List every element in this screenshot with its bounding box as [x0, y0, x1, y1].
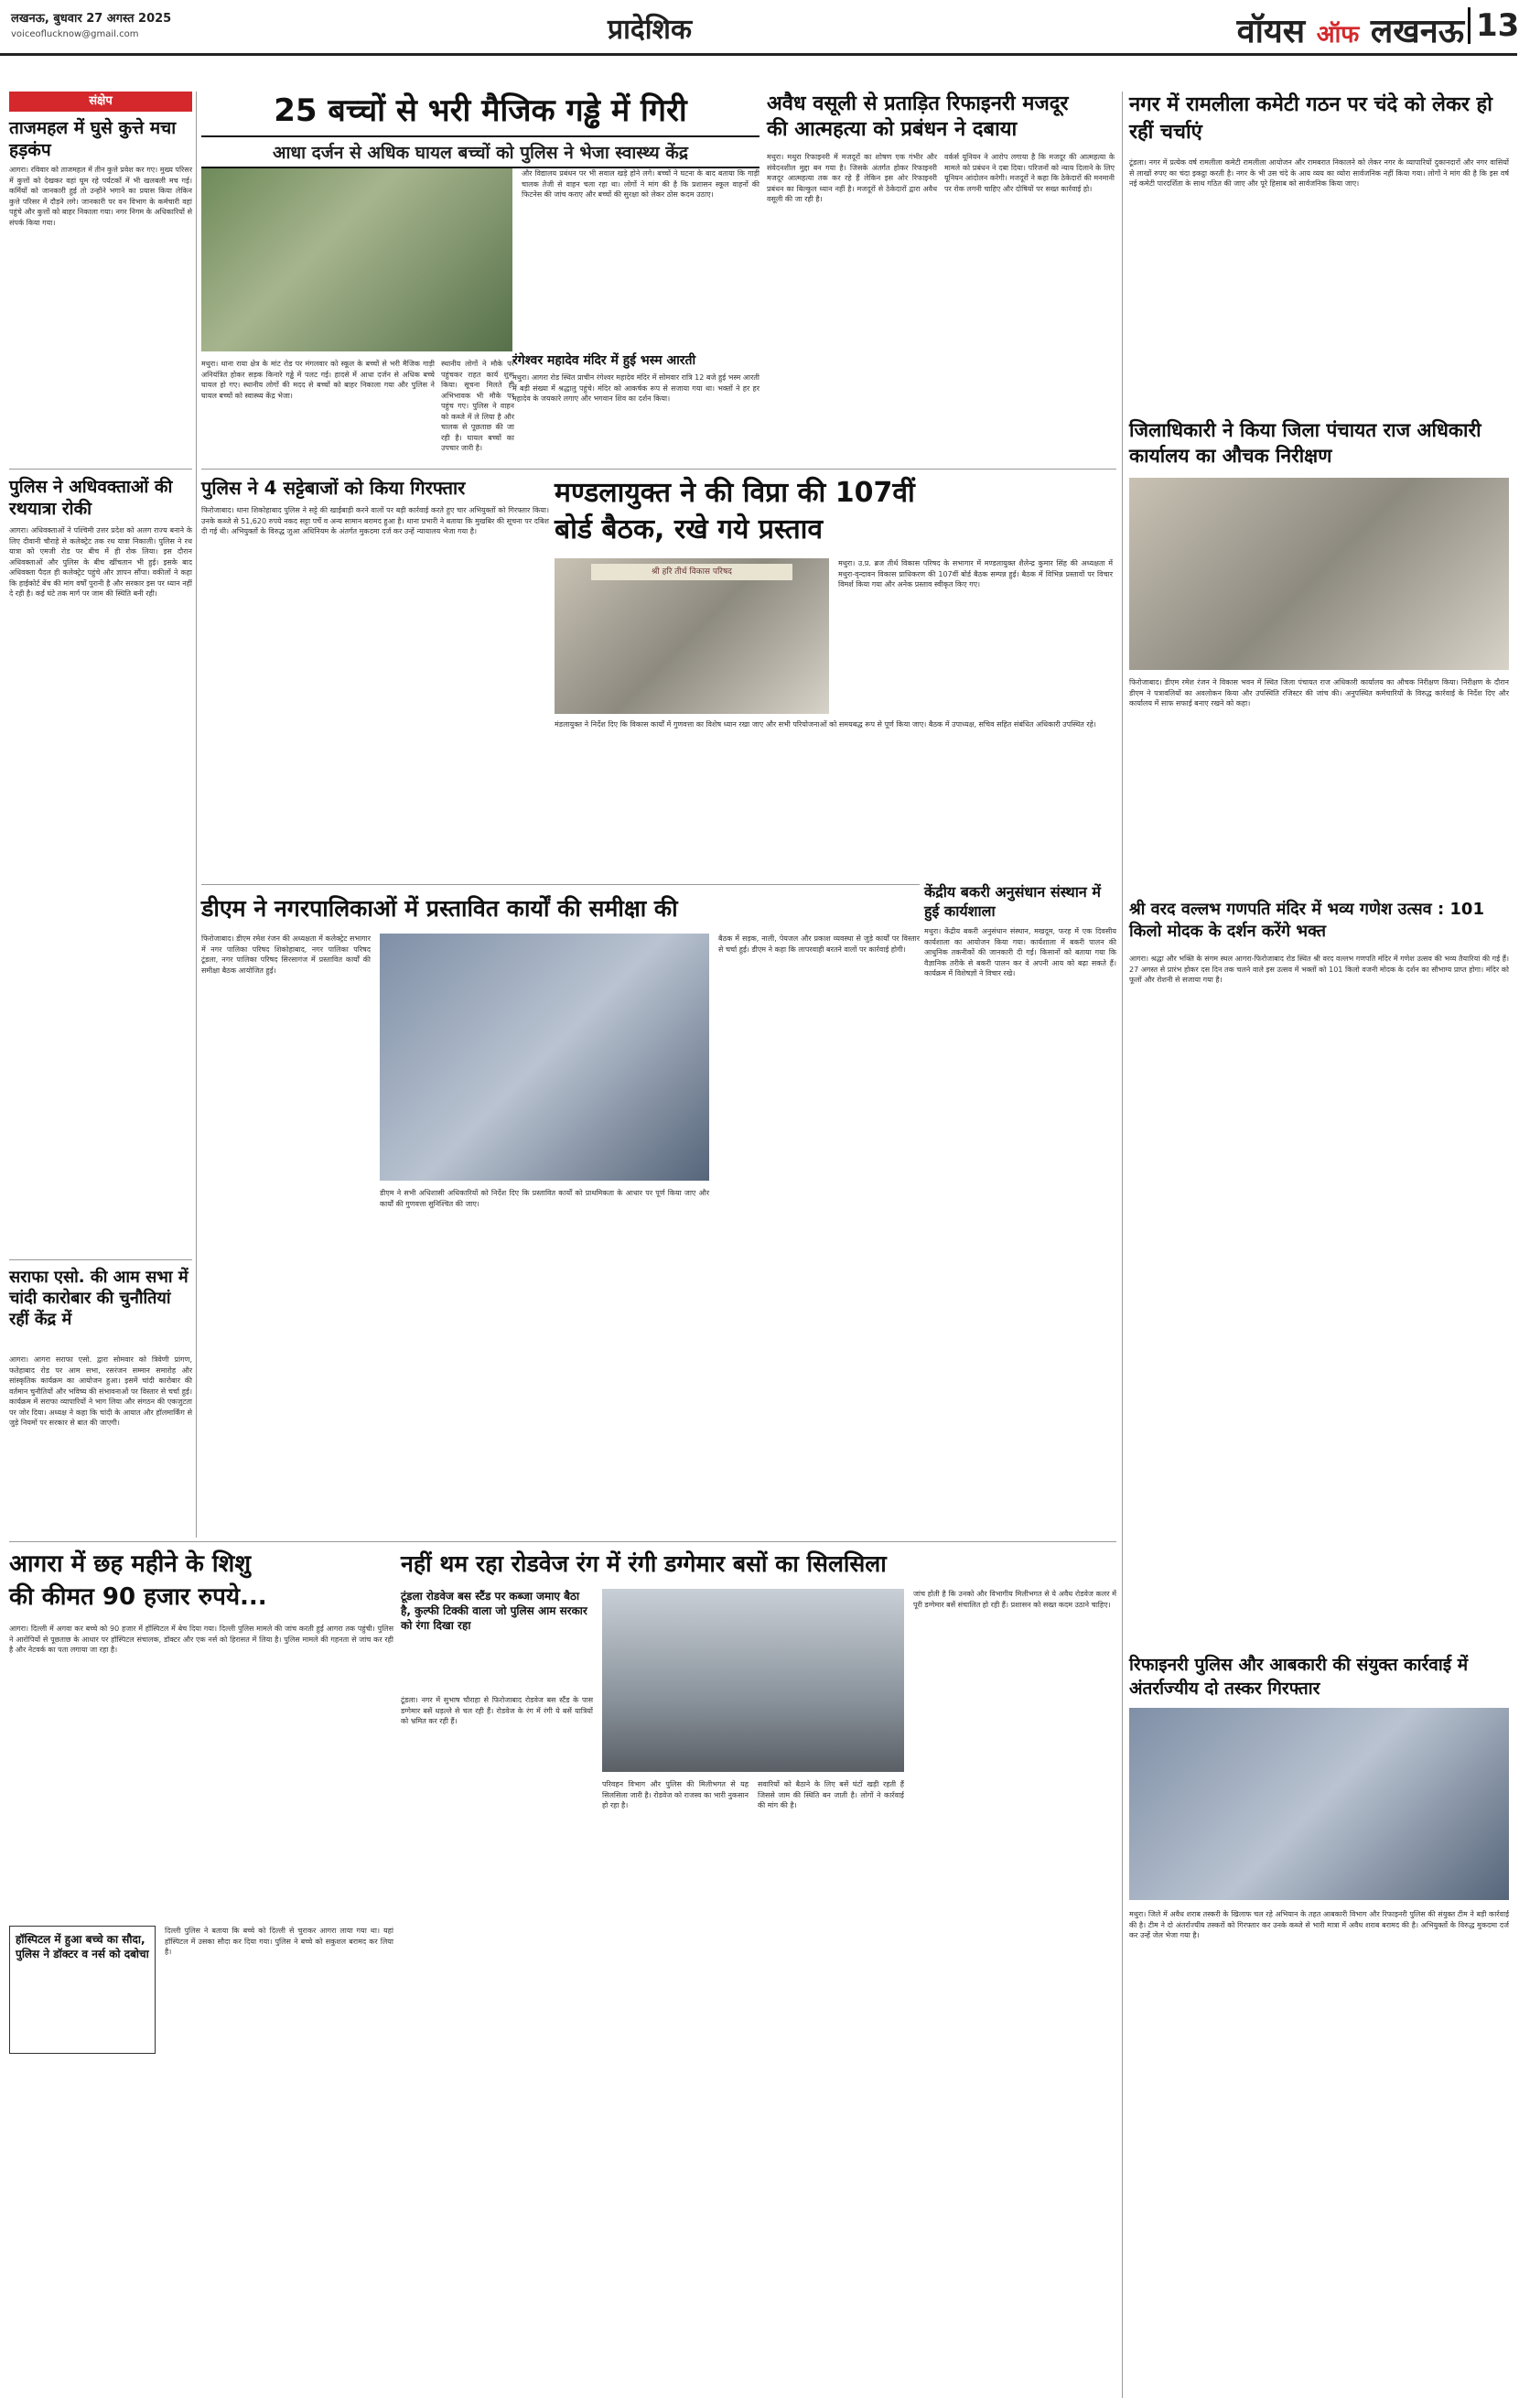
brief-title-sarafa: सराफा एसो. की आम सभा में चांदी कारोबार की चुनौतियां रहीं केंद्र में: [9, 1268, 189, 1329]
roadways-callout: टूंडला रोडवेज बस स्टैंड पर कब्जा जमाए बैठा है, कुल्फी टिक्की वाला जो पुलिस आम सरकार को रंगा दिखा रहा: [401, 1590, 587, 1632]
review-photo: [380, 934, 709, 1181]
story-body: फिरोजाबाद। डीएम रमेश रंजन ने विकास भवन में स्थित जिला पंचायत राज अधिकारी कार्यालय का औचक निरीक्षण किया। निरीक्षण के दौरान डीएम ने पत्रावलियों का अवलोकन किया और उपस्थिति रजिस्टर की जांच की। अनुपस्थित कर्मचारियों के विरुद्ध कार्रवाई के निर्देश दिए और कार्यालय में साफ सफाई बनाए रखने को कहा।: [1129, 678, 1509, 707]
date-line: लखनऊ, बुधवार 27 अगस्त 2025: [11, 12, 172, 26]
headline: डीएम ने नगरपालिकाओं में प्रस्तावित कार्यों की समीक्षा की: [201, 895, 678, 922]
photo-banner: श्री हरि तीर्थ विकास परिषद: [591, 564, 792, 580]
headline-line-2: बोर्ड बैठक, रखे गये प्रस्ताव: [555, 513, 824, 545]
story-bakri: [924, 882, 1116, 1285]
section-rule: [9, 1541, 1116, 1542]
paper-name-mid: ऑफ: [1316, 21, 1360, 49]
story-body-1: फिरोजाबाद। डीएम रमेश रंजन की अध्यक्षता में कलेक्ट्रेट सभागार में नगर पालिका परिषद शिकोहाबाद, नगर पालिका परिषद टूंडला, नगर पालिका परिषद सिरसागंज में प्रस्तावित कार्यों की समीक्षा बैठक आयोजित हुई।: [201, 934, 371, 975]
headline: केंद्रीय बकरी अनुसंधान संस्थान में हुई कार्यशाला: [924, 883, 1101, 920]
headline: नगर में रामलीला कमेटी गठन पर चंदे को लेकर हो रहीं चर्चाएं: [1129, 93, 1492, 144]
story-body: आगरा। दिल्ली में अगवा कर बच्चे को 90 हजार में हॉस्पिटल में बेच दिया गया। दिल्ली पुलिस मामले की जांच करती हुई आगरा तक पहुंची। पुलिस ने आरोपियों से पूछताछ के आधार पर हॉस्पिटल संचालक, डॉक्टर और एक नर्स को हिरासत में लिया है। पुलिस मामले की गहनता से जांच कर रही है और नेटवर्क का पता लगाया जा रहा है।: [9, 1625, 393, 1654]
arrest-photo: [1129, 1708, 1509, 1900]
shishu-callout: [9, 1926, 156, 2054]
brief-divider: [9, 469, 192, 470]
story-body-1: टूंडला। नगर में सुभाष चौराहा से फिरोजाबाद रोडवेज बस स्टैंड के पास डग्गेमार बसें धड़ल्ले से चल रही हैं। रोडवेज के रंग में रंगी ये बसें यात्रियों को भ्रमित कर रही हैं।: [401, 1696, 593, 1725]
headline-line-2: की आत्महत्या को प्रबंधन ने दबाया: [767, 118, 1018, 141]
story-mandalayukt: [555, 476, 1116, 879]
story-refinery-police: [1129, 1653, 1509, 2394]
brief-title-taj: ताजमहल में घुसे कुत्ते मचा हड़कंप: [9, 118, 177, 160]
paper-name-left: वॉयस: [1236, 13, 1306, 50]
meeting-photo: [555, 558, 829, 714]
story-body-3: सवारियों को बैठाने के लिए बसें घंटों खड़ी रहती हैं जिससे जाम की स्थिति बन जाती है। लोगों ने कार्रवाई की मांग की है।: [758, 1780, 904, 1809]
inspection-photo: [1129, 478, 1509, 670]
story-body-right: और विद्यालय प्रबंधन पर भी सवाल खड़े होने लगे। बच्चों ने घटना के बाद बताया कि गाड़ी चालक तेजी से वाहन चला रहा था। लोगों ने मांग की है कि प्रशासन स्कूल वाहनों की फिटनेस की जांच कराए और बच्चों की सुरक्षा को लेकर ठोस कदम उठाए।: [522, 169, 760, 199]
headline-line-1: अवैध वसूली से प्रताड़ित रिफाइनरी मजदूर: [767, 92, 1069, 115]
accident-photo: [201, 168, 512, 351]
story-body-1: मथुरा। मथुरा रिफाइनरी में मजदूरों का शोषण एक गंभीर और संवेदनशील मुद्दा बन गया है। जिसके अंतर्गत होकर रिफाइनरी मजदूर आत्महत्या तक कर रहे हैं लेकिन इस ओर रिफाइनरी प्रबंधन का बिल्कुल ध्यान नहीं है। मजदूरों से ठेकेदारों द्वारा अवैध वसूली की जा रही है।: [767, 153, 937, 203]
section-rule: [201, 469, 1116, 470]
subhead: आधा दर्जन से अधिक घायल बच्चों को पुलिस ने भेजा स्वास्थ्य केंद्र: [201, 135, 760, 168]
story-shishu: [9, 1549, 393, 2395]
headline-line-1: मण्डलायुक्त ने की विप्रा की 107वीं: [555, 477, 915, 509]
story-body-2: वर्कर्स यूनियन ने आरोप लगाया है कि मजदूर की आत्महत्या के मामले को प्रबंधन ने दबा दिया। परिजनों को न्याय दिलाने के लिए यूनियन आंदोलन करेगी। मजदूरों ने कहा कि ठेकेदारों की मनमानी पर रोक लगनी चाहिए और दोषियों पर सख्त कार्रवाई हो।: [944, 153, 1115, 193]
story-ramlila: [1129, 92, 1509, 403]
brief-body-sarafa: आगरा। आगरा सराफा एसो. द्वारा सोमवार को त्रिवेणी प्रांगण, फतेहाबाद रोड पर आम सभा, रसरंजन सम्मान समारोह और सांस्कृतिक कार्यक्रम का आयोजन हुआ। इसमें चांदी कारोबार की वर्तमान चुनौतियों और भविष्य की संभावनाओं पर विस्तार से चर्चा हुई। कार्यक्रम में सराफा व्यापारियों ने भाग लिया और संगठन की एकजुटता पर जोर दिया। अध्यक्ष ने कहा कि चांदी के आयात और हॉलमार्किंग से जुड़े नियमों पर सरकार से बात की जाएगी।: [9, 1355, 192, 1427]
story-body: मथुरा। जिले में अवैध शराब तस्करी के खिलाफ चल रहे अभियान के तहत आबकारी विभाग और रिफाइनरी पुलिस की संयुक्त टीम ने बड़ी कार्रवाई की है। टीम ने दो अंतर्राज्यीय तस्करों को गिरफ्तार कर उनके कब्जे से भारी मात्रा में अवैध शराब बरामद की है। अभियुक्तों के विरुद्ध मुकदमा दर्ज कर उन्हें जेल भेजा गया है।: [1129, 1910, 1509, 1939]
headline: नहीं थम रहा रोडवेज रंग में रंगी डग्गेमार बसों का सिलसिला: [401, 1550, 887, 1577]
headline-line-2: की कीमत 90 हजार रुपये...: [9, 1583, 267, 1611]
sankshep-tag: संक्षेप: [9, 92, 192, 112]
headline: जिलाधिकारी ने किया जिला पंचायत राज अधिकारी कार्यालय का औचक निरीक्षण: [1129, 419, 1481, 467]
masthead-rule: [0, 53, 1517, 56]
story-body: मथुरा। केंद्रीय बकरी अनुसंधान संस्थान, मखदूम, फरह में एक दिवसीय कार्यशाला का आयोजन किया गया। कार्यशाला में बकरी पालन की आधुनिक तकनीकों की जानकारी दी गई। किसानों को बताया गया कि वैज्ञानिक तरीके से बकरी पालन कर वे अपनी आय को बढ़ा सकते हैं। कार्यक्रम में विशेषज्ञों ने विचार रखे।: [924, 927, 1116, 977]
section-label: प्रादेशिक: [608, 14, 692, 46]
brief-body-taj: आगरा। रविवार को ताजमहल में तीन कुत्ते प्रवेश कर गए। मुख्य परिसर में कुत्तों को देखकर वहां घूम रहे पर्यटकों में भी खलबली मच गई। कर्मियों को जानकारी हुई तो उन्होंने भगाने का प्रयास किया लेकिन कुत्ते परिसर में दौड़ने लगे। जानकारी पर वन विभाग के कर्मचारी वहां पहुंचे और कुत्तों को बाहर निकाला गया। नगर निगम के अधिकारियों से संपर्क किया गया।: [9, 166, 192, 227]
story-roadways: [401, 1549, 1116, 2395]
headline-line-1: आगरा में छह महीने के शिशु: [9, 1550, 251, 1578]
story-varad-vallabh: [1129, 899, 1509, 1283]
story-body-2: परिवहन विभाग और पुलिस की मिलीभगत से यह सिलसिला जारी है। रोडवेज को राजस्व का भारी नुकसान हो रहा है।: [602, 1780, 749, 1809]
story-body: आगरा। श्रद्धा और भक्ति के संगम स्थल आगरा-फिरोजाबाद रोड स्थित श्री वरद वल्लभ गणपति मंदिर में गणेश उत्सव की भव्य तैयारियां की गई हैं। 27 अगस्त से प्रारंभ होकर दस दिन तक चलने वाले इस उत्सव में भक्तों को 101 किलो वजनी मोदक के दर्शन का सौभाग्य प्राप्त होगा। मंदिर को फूलों और रोशनी से सजाया गया है।: [1129, 955, 1509, 984]
left-column: [9, 92, 192, 1538]
masthead: [0, 0, 1517, 57]
story-body: मथुरा। आगरा रोड स्थित प्राचीन रंगेश्वर महादेव मंदिर में सोमवार रात्रि 12 बजे हुई भस्म आरती में बड़ी संख्या में श्रद्धालु पहुंचे। मंदिर को आकर्षक रूप से सजाया गया था। भक्तों ने हर हर महादेव के जयकारे लगाए और भगवान शिव का दर्शन किया।: [512, 373, 760, 403]
brief-body-rathyatra: आगरा। अधिवक्ताओं ने पश्चिमी उत्तर प्रदेश को अलग राज्य बनाने के लिए दीवानी चौराहे से कलेक्ट्रेट तक रथ यात्रा निकाली। पुलिस ने रथ यात्रा को एमजी रोड पर बीच में ही रोक लिया। इस दौरान अधिवक्ताओं और पुलिस के बीच खींचतान भी हुई। इसके बाद अधिवक्ता पैदल ही कलेक्ट्रेट पहुंचे और ज्ञापन सौंपा। वकीलों ने कहा कि हाईकोर्ट बेंच की मांग वर्षों पुरानी है और सरकार इस पर ध्यान नहीं दे रही है। कई घंटे तक मार्ग पर जाम की स्थिति बनी रही।: [9, 526, 192, 598]
masthead-email: voiceoflucknow@gmail.com: [11, 29, 139, 39]
headline: रिफाइनरी पुलिस और आबकारी की संयुक्त कार्रवाई में अंतर्राज्यीय दो तस्कर गिरफ्तार: [1129, 1655, 1469, 1699]
story-refinery-worker: [767, 92, 1115, 467]
callout-body: दिल्ली पुलिस ने बताया कि बच्चे को दिल्ली से चुराकर आगरा लाया गया था। यहां हॉस्पिटल में उसका सौदा कर दिया गया। पुलिस ने बच्चे को सकुशल बरामद कर लिया है।: [165, 1927, 393, 1956]
headline: श्री वरद वल्लभ गणपति मंदिर में भव्य गणेश उत्सव : 101 किलो मोदक के दर्शन करेंगे भक्त: [1129, 900, 1484, 941]
story-dm-review: [201, 893, 920, 1397]
story-body-2: डीएम ने सभी अधिशासी अधिकारियों को निर्देश दिए कि प्रस्तावित कार्यों को प्राथमिकता के आधार पर पूर्ण किया जाए और कार्यों की गुणवत्ता सुनिश्चित की जाए।: [380, 1189, 709, 1208]
story-body: फिरोजाबाद। थाना शिकोहाबाद पुलिस ने सट्टे की खाईबाड़ी करने वालों पर बड़ी कार्रवाई करते हुए चार अभियुक्तों को गिरफ्तार किया। उनके कब्जे से 51,620 रुपये नकद सट्टा पर्चे व अन्य सामान बरामद हुआ है। थाना प्रभारी ने बताया कि मुखबिर की सूचना पर दबिश दी गई थी। अभियुक्तों के विरुद्ध जुआ अधिनियम के अंतर्गत मुकदमा दर्ज कर उन्हें न्यायालय भेजा गया है।: [201, 506, 549, 535]
page-number: 13: [1468, 7, 1512, 44]
story-body-1: मथुरा। उ.प्र. ब्रज तीर्थ विकास परिषद के सभागार में मण्डलायुक्त शैलेन्द्र कुमार सिंह की अध्यक्षता में मथुरा-वृन्दावन विकास प्राधिकरण की 107वीं बोर्ड बैठक सम्पन्न हुई। बैठक में विभिन्न प्रस्तावों पर विचार विमर्श किया गया और अनेक प्रस्ताव स्वीकृत किए गए।: [838, 559, 1113, 589]
story-body: टूंडला। नगर में प्रत्येक वर्ष रामलीला कमेटी रामलीला आयोजन और रामबरात निकालने को लेकर नगर के व्यापारियों दुकानदारों और नगर वासियों से लाखों रुपए का चंदा इकट्ठा करती है। नगर के भी उस चंदे के आय व्यय का व्योरा सार्वजनिक नहीं किया गया। लोगों ने मांग की है कि इस वर्ष नई कमेटी पारदर्शिता के साथ गठित की जाए और पूरे हिसाब को सार्वजनिक किया जाए।: [1129, 158, 1509, 188]
story-body-4: जांच होती है कि उनको और विभागीय मिलीभगत से ये अवैध रोडवेज कलर में पूरी डग्गेमार बसें संचालित हो रही हैं। प्रशासन को सख्त कदम उठाने चाहिए।: [913, 1590, 1116, 1609]
story-satta: [201, 476, 549, 879]
headline: रंगेश्वर महादेव मंदिर में हुई भस्म आरती: [512, 353, 696, 368]
headline: पुलिस ने 4 सट्टेबाजों को किया गिरफ्तार: [201, 477, 466, 499]
callout-title: हॉस्पिटल में हुआ बच्चे का सौदा, पुलिस ने डॉक्टर व नर्स को दबोचा: [16, 1933, 149, 1960]
brief-divider: [9, 1259, 192, 1260]
bus-photo: [602, 1589, 904, 1772]
story-rangeshwar: [512, 352, 760, 467]
section-rule: [201, 884, 920, 885]
brief-title-rathyatra: पुलिस ने अधिवक्ताओं की रथयात्रा रोकी: [9, 477, 173, 519]
story-body-mid: स्थानीय लोगों ने मौके पर पहुंचकर राहत कार्य शुरू किया। सूचना मिलते ही अभिभावक भी मौके पर पहुंच गए। पुलिस ने वाहन को कब्जे में ले लिया है और चालक से पूछताछ की जा रही है। घायल बच्चों का उपचार जारी है।: [441, 360, 514, 452]
story-body-3: बैठक में सड़क, नाली, पेयजल और प्रकाश व्यवस्था से जुड़े कार्यों पर विस्तार से चर्चा हुई। डीएम ने कहा कि लापरवाही बरतने वालों पर कार्रवाई होगी।: [718, 934, 920, 954]
headline: 25 बच्चों से भरी मैजिक गड्ढे में गिरी: [274, 92, 687, 129]
paper-name: [1116, 7, 1464, 52]
story-body-left: मथुरा। थाना राया क्षेत्र के मांट रोड पर मंगलवार को स्कूल के बच्चों से भरी मैजिक गाड़ी अनियंत्रित होकर सड़क किनारे गड्ढे में पलट गई। हादसे में आधा दर्जन से अधिक बच्चे घायल हो गए। स्थानीय लोगों की मदद से बच्चों को बाहर निकाला गया और पुलिस ने घायल बच्चों को स्वास्थ्य केंद्र भेजा।: [201, 360, 435, 400]
column-rule: [196, 92, 197, 1538]
story-body-2: मंडलायुक्त ने निर्देश दिए कि विकास कार्यों में गुणवत्ता का विशेष ध्यान रखा जाए और सभी परियोजनाओं को समयबद्ध रूप से पूर्ण किया जाए। बैठक में उपाध्यक्ष, सचिव सहित संबंधित अधिकारी उपस्थित रहे।: [555, 720, 1096, 729]
column-rule: [1122, 92, 1123, 2398]
story-jila-nirikshan: [1129, 417, 1509, 893]
paper-name-right: लखनऊ: [1370, 13, 1464, 50]
